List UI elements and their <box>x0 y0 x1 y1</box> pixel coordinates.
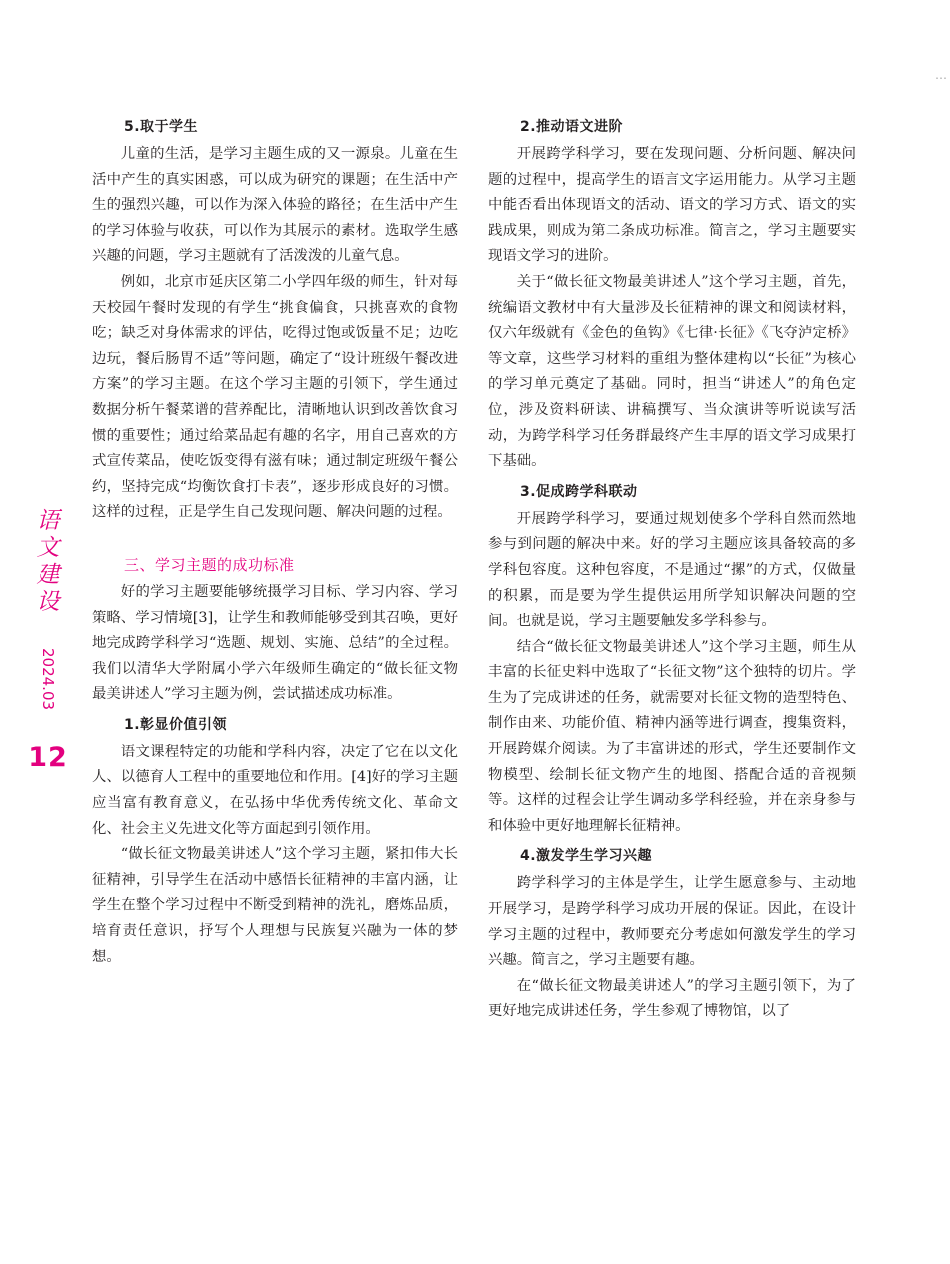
paragraph: 跨学科学习的主体是学生，让学生愿意参与、主动地开展学习，是跨学科学习成功开展的保证。因此，在设计学习主题的过程中，教师要充分考虑如何激发学生的学习兴趣。简言之，学习主题要有趣。 <box>488 875 856 969</box>
paragraph: 开展跨学科学习，要通过规划使多个学科自然而然地参与到问题的解决中来。好的学习主题应该具备较高的多学科包容度。这种包容度，不是通过“摞”的方式，仅做量的积累，而是要为学生提供运用所学知识解决问题的空间。也就是说，学习主题要触发多学科参与。 <box>488 510 856 630</box>
subheading-3: 3.促成跨学科联动 <box>520 483 638 500</box>
paragraph: 儿童的生活，是学习主题生成的又一源泉。儿童在生活中产生的真实困惑，可以成为研究的课题；在生活中产生的强烈兴趣，可以作为深入体验的路径；在生活中产生的学习体验与收获，可以作为其展示的素材。选取学生感兴趣的问题，学习主题就有了活泼泼的儿童气息。 <box>92 146 458 265</box>
section-heading-3: 三、学习主题的成功标准 <box>124 555 295 574</box>
left-column <box>92 110 458 970</box>
paragraph: 在“做长征文物最美讲述人”的学习主题引领下，为了更好地完成讲述任务，学生参观了博物馆，以了 <box>488 977 856 1020</box>
subheading-1: 1.彰显价值引领 <box>124 716 228 733</box>
paragraph: “做长征文物最美讲述人”这个学习主题，紧扣伟大长征精神，引导学生在活动中感悟长征精神的丰富内涵，让学生在整个学习过程中不断受到精神的洗礼，磨炼品质，培育责任意识，抒写个人理想与民族复兴融为一体的梦想。 <box>92 846 458 965</box>
paragraph: 开展跨学科学习，要在发现问题、分析问题、解决问题的过程中，提高学生的语言文字运用能力。从学习主题中能否看出体现语文的活动、语文的学习方式、语文的实践成果，则成为第二条成功标准。简言之，学习主题要实现语文学习的进阶。 <box>488 146 856 265</box>
subheading-5: 5.取于学生 <box>124 119 199 135</box>
page-number: 12 <box>28 742 68 773</box>
paragraph: 语文课程特定的功能和学科内容，决定了它在以文化人、以德育人工程中的重要地位和作用。[4]好的学习主题应当富有教育意义，在弘扬中华优秀传统文化、革命文化、社会主义先进文化等方面起到引领作用。 <box>92 743 458 837</box>
issue-date: 2024.03 <box>39 648 57 711</box>
right-column <box>488 110 856 1025</box>
paragraph: 好的学习主题要能够统摄学习目标、学习内容、学习策略、学习情境[3]，让学生和教师能够受到其召唤，更好地完成跨学科学习“选题、规划、实施、总结”的全过程。我们以清华大学附属小学六年级师生确定的“做长征文物最美讲述人”学习主题为例，尝试描述成功标准。 <box>92 583 458 703</box>
paragraph: 结合“做长征文物最美讲述人”这个学习主题，师生从丰富的长征史料中选取了“长征文物”这个独特的切片。学生为了完成讲述的任务，就需要对长征文物的造型特色、制作由来、功能价值、精神内涵等进行调查，搜集资料，开展跨媒介阅读。为了丰富讲述的形式，学生还要制作文物模型、绘制长征文物产生的地图、搭配合适的音视频等。这样的过程会让学生调动多学科经验，并在亲身参与和体验中更好地理解长征精神。 <box>488 638 856 834</box>
subheading-2: 2.推动语文进阶 <box>520 119 624 135</box>
paragraph: 例如，北京市延庆区第二小学四年级的师生，针对每天校园午餐时发现的有学生“挑食偏食，只挑喜欢的食物吃；缺乏对身体需求的评估，吃得过饱或饭量不足；边吃边玩，餐后肠胃不适”等问题，确定了“设计班级午餐改进方案”的学习主题。在这个学习主题的引领下，学生通过数据分析午餐菜谱的营养配比，清晰地认识到改善饮食习惯的重要性；通过给菜品起有趣的名字，用自己喜欢的方式宣传菜品，使吃饭变得有滋有味；通过制定班级午餐公约，坚持完成“均衡饮食打卡表”，逐步形成良好的习惯。这样的过程，正是学生自己发现问题、解决问题的过程。 <box>92 273 458 521</box>
paragraph: 关于“做长征文物最美讲述人”这个学习主题，首先，统编语文教材中有大量涉及长征精神的课文和阅读材料，仅六年级就有《金色的鱼钩》《七律·长征》《飞夺泸定桥》等文章，这些学习材料的重组为整体建构以“长征”为核心的学习单元奠定了基础。同时，担当“讲述人”的角色定位，涉及资料研读、讲稿撰写、当众演讲等听说读写活动，为跨学科学习任务群最终产生丰厚的语文学习成果打下基础。 <box>488 273 856 470</box>
journal-brand: 语文建设 <box>36 508 60 615</box>
corner-mark: … <box>935 68 948 82</box>
subheading-4: 4.激发学生学习兴趣 <box>520 848 653 865</box>
